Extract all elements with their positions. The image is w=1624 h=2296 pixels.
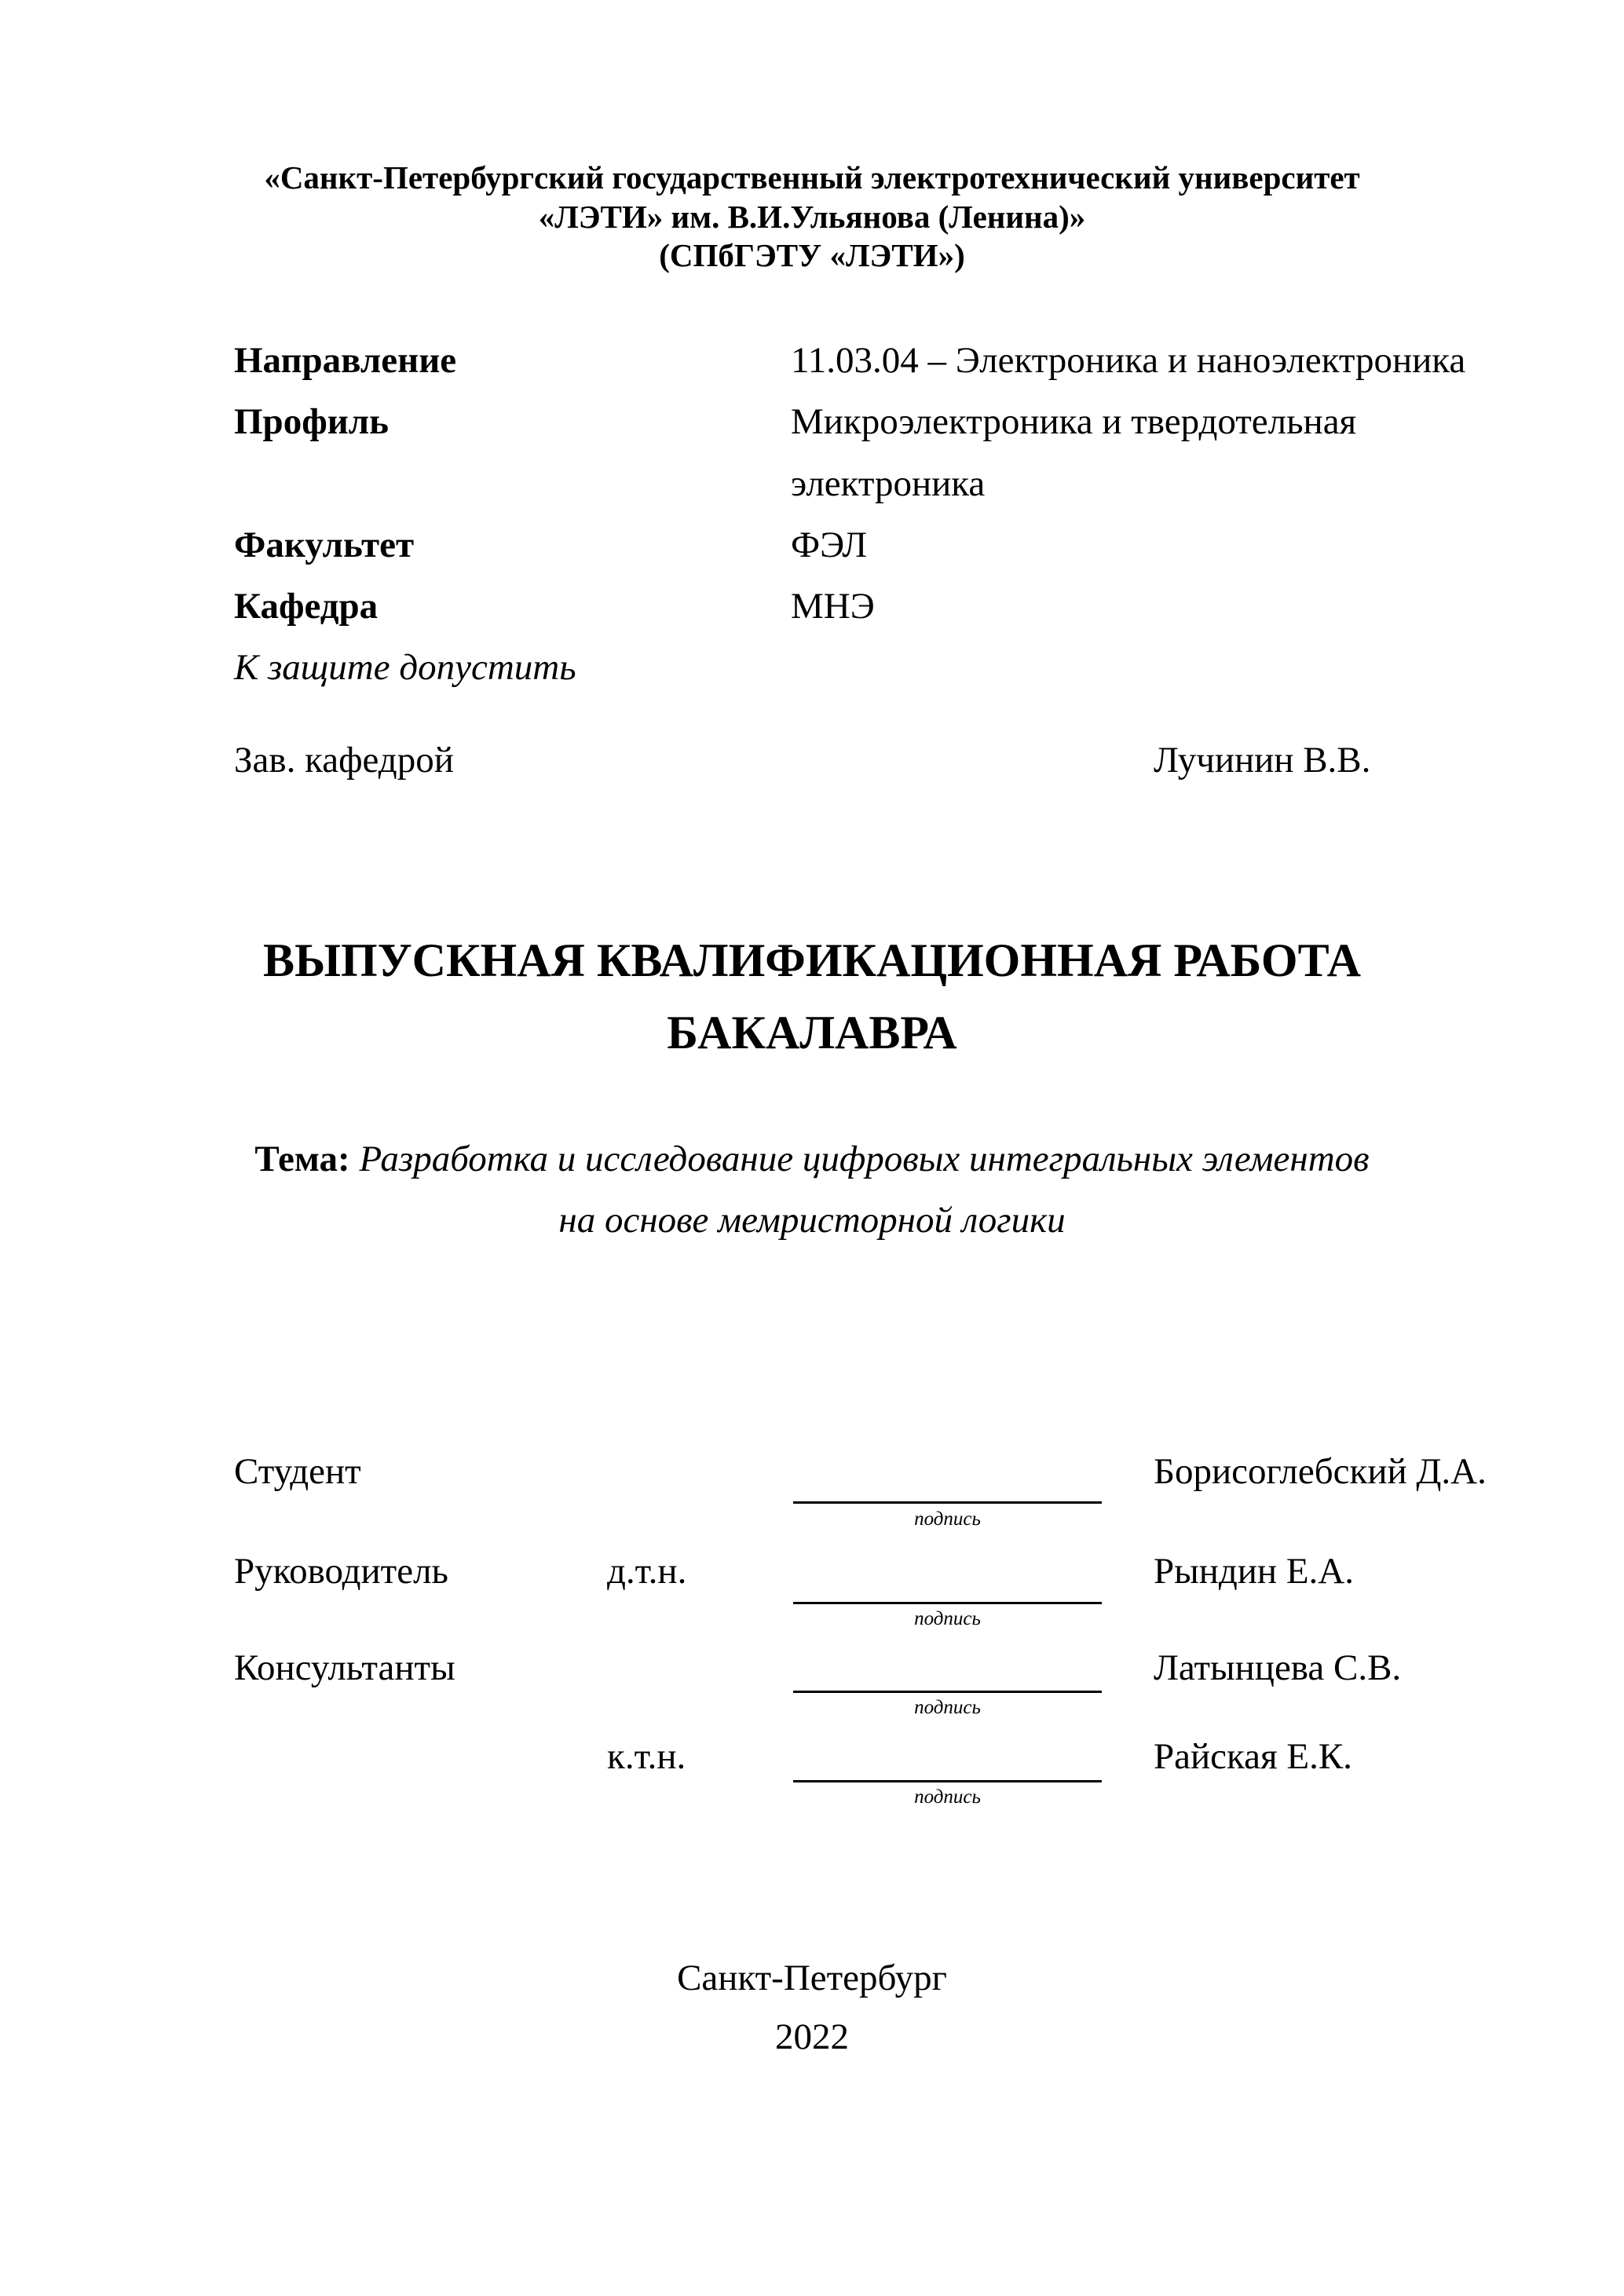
department-label: Кафедра (234, 586, 379, 627)
university-name-line-1: «Санкт-Петербургский государственный электротехнический университет (264, 159, 1360, 196)
student-signature-line (793, 1501, 1102, 1504)
university-abbreviation: (СПбГЭТУ «ЛЭТИ») (659, 237, 965, 273)
faculty-value: ФЭЛ (791, 525, 868, 565)
consultant-2-degree: к.т.н. (607, 1736, 686, 1777)
head-of-department-role: Зав. кафедрой (234, 740, 454, 781)
admit-to-defense: К защите допустить (234, 647, 576, 688)
student-role: Студент (234, 1451, 361, 1492)
profile-label: Профиль (234, 401, 390, 442)
city: Санкт-Петербург (677, 1958, 947, 1998)
consultant-2-signature-caption: подпись (914, 1786, 981, 1808)
consultant-1-name: Латынцева С.В. (1154, 1647, 1402, 1688)
supervisor-signature-caption: подпись (914, 1608, 981, 1629)
consultant-1-signature-caption: подпись (914, 1697, 981, 1718)
consultants-role: Консультанты (234, 1647, 455, 1688)
work-title-line-1: ВЫПУСКНАЯ КВАЛИФИКАЦИОННАЯ РАБОТА (263, 934, 1361, 986)
supervisor-name: Рындин Е.А. (1154, 1551, 1354, 1592)
direction-value: 11.03.04 – Электроника и наноэлектроника (791, 340, 1466, 381)
direction-label: Направление (234, 340, 457, 381)
topic-line-2: на основе мемристорной логики (558, 1200, 1066, 1241)
year: 2022 (775, 2016, 849, 2057)
profile-value-line-1: Микроэлектроника и твердотельная (791, 401, 1357, 442)
head-of-department-name: Лучинин В.В. (1154, 740, 1371, 781)
faculty-label: Факультет (234, 525, 415, 565)
topic-label: Тема: (254, 1139, 350, 1179)
consultant-2-name: Райская Е.К. (1154, 1736, 1352, 1777)
supervisor-degree: д.т.н. (607, 1551, 687, 1592)
topic-line-1 (0, 1141, 1624, 1178)
student-signature-caption: подпись (914, 1508, 981, 1530)
supervisor-signature-line (793, 1602, 1102, 1604)
work-title-line-2: БАКАЛАВРА (667, 1007, 957, 1058)
consultant-1-signature-line (793, 1691, 1102, 1693)
topic-text-1: Разработка и исследование цифровых интегральных элементов (359, 1139, 1370, 1179)
department-value: МНЭ (791, 586, 875, 627)
student-name: Борисоглебский Д.А. (1154, 1451, 1487, 1492)
profile-value-line-2: электроника (791, 463, 986, 504)
consultant-2-signature-line (793, 1780, 1102, 1782)
university-name-line-2: «ЛЭТИ» им. В.И.Ульянова (Ленина)» (538, 199, 1086, 235)
supervisor-role: Руководитель (234, 1551, 448, 1592)
